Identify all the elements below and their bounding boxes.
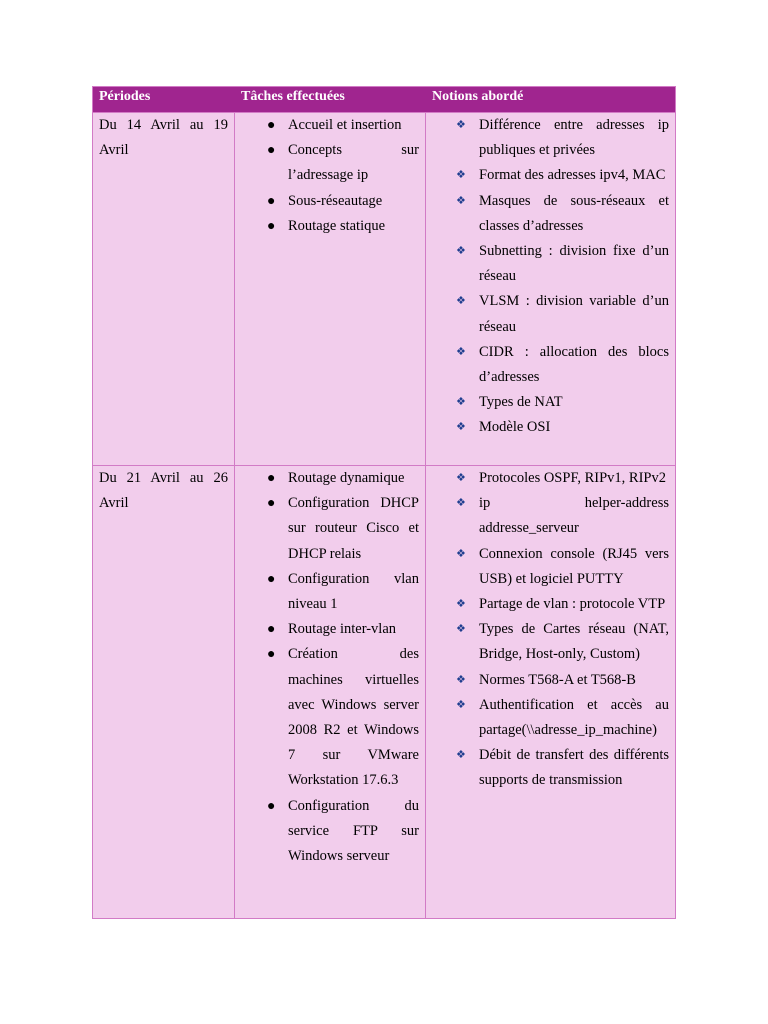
list-item: ● Accueil et insertion — [241, 113, 419, 138]
bullet-icon: ● — [267, 143, 276, 159]
diamond-bullet-icon: ❖ — [456, 119, 466, 131]
diamond-bullet-icon: ❖ — [456, 345, 466, 358]
diamond-bullet-icon: ❖ — [456, 295, 466, 308]
diamond-bullet-icon: ❖ — [456, 245, 466, 258]
bullet-icon: ● — [267, 118, 276, 133]
period-cell: Du 14 Avril au 19 Avril — [93, 113, 235, 465]
table-header — [93, 87, 675, 112]
list-item: ● Routage dynamique — [241, 466, 419, 491]
tasks-list — [241, 466, 419, 869]
bullet-icon: ● — [267, 471, 276, 486]
list-item: ❖ ip helper-address addresse_serveur — [432, 491, 669, 541]
diamond-bullet-icon: ❖ — [456, 396, 466, 409]
list-item: ❖ Protocoles OSPF, RIPv1, RIPv2 — [432, 466, 669, 491]
list-item: ❖ VLSM : division variable d’un réseau — [432, 289, 669, 339]
header-tasks: Tâches effectuées — [241, 89, 345, 104]
bullet-icon: ● — [267, 193, 276, 209]
table-row — [93, 465, 675, 918]
bullet-icon: ● — [267, 496, 276, 512]
period-cell: Du 21 Avril au 26 Avril — [93, 466, 235, 918]
diamond-bullet-icon: ❖ — [456, 169, 466, 182]
header-notions: Notions abordé — [432, 89, 524, 104]
diamond-bullet-icon: ❖ — [456, 194, 466, 207]
diamond-bullet-icon: ❖ — [456, 421, 466, 434]
list-item: ● Configuration du service FTP sur Windows serveur — [241, 794, 419, 870]
notions-list — [432, 466, 669, 794]
list-item: ● Routage inter-vlan — [241, 617, 419, 642]
tasks-cell — [235, 113, 426, 465]
list-item: ❖ Différence entre adresses ip publiques et privées — [432, 113, 669, 163]
list-item: ❖ Débit de transfert des différents supports de transmission — [432, 743, 669, 793]
bullet-icon: ● — [267, 798, 276, 814]
tasks-list — [241, 113, 419, 239]
diamond-bullet-icon: ❖ — [456, 472, 466, 484]
diamond-bullet-icon: ❖ — [456, 598, 466, 611]
list-item: ❖ Types de NAT — [432, 390, 669, 415]
list-item: ❖ Subnetting : division fixe d’un réseau — [432, 239, 669, 289]
notions-cell — [426, 466, 675, 918]
list-item: ❖ Types de Cartes réseau (NAT, Bridge, Host-only, Custom) — [432, 617, 669, 667]
activity-table — [92, 86, 676, 919]
tasks-cell — [235, 466, 426, 918]
list-item: ● Création des machines virtuelles avec Windows server 2008 R2 et Windows 7 sur VMware Workstation 17.6.3 — [241, 642, 419, 793]
bullet-icon: ● — [267, 571, 276, 587]
list-item: ● Sous-réseautage — [241, 189, 419, 214]
list-item: ❖ CIDR : allocation des blocs d’adresses — [432, 340, 669, 390]
notions-list — [432, 113, 669, 441]
bullet-icon: ● — [267, 218, 276, 234]
list-item: ❖ Normes T568-A et T568-B — [432, 668, 669, 693]
diamond-bullet-icon: ❖ — [456, 497, 466, 510]
list-item: ● Configuration DHCP sur routeur Cisco et DHCP relais — [241, 491, 419, 567]
list-item: ● Configuration vlan niveau 1 — [241, 567, 419, 617]
list-item: ❖ Connexion console (RJ45 vers USB) et logiciel PUTTY — [432, 542, 669, 592]
notions-cell — [426, 113, 675, 465]
bullet-icon: ● — [267, 622, 276, 638]
diamond-bullet-icon: ❖ — [456, 623, 466, 636]
diamond-bullet-icon: ❖ — [456, 749, 466, 762]
list-item: ❖ Masques de sous-réseaux et classes d’adresses — [432, 189, 669, 239]
diamond-bullet-icon: ❖ — [456, 547, 466, 560]
list-item: ❖ Format des adresses ipv4, MAC — [432, 163, 669, 188]
list-item: ❖ Authentification et accès au partage(\\adresse_ip_machine) — [432, 693, 669, 743]
table-row — [93, 112, 675, 465]
diamond-bullet-icon: ❖ — [456, 698, 466, 711]
list-item: ❖ Modèle OSI — [432, 415, 669, 440]
diamond-bullet-icon: ❖ — [456, 673, 466, 686]
list-item: ❖ Partage de vlan : protocole VTP — [432, 592, 669, 617]
list-item: ● Concepts sur l’adressage ip — [241, 138, 419, 188]
bullet-icon: ● — [267, 647, 276, 663]
header-periods: Périodes — [99, 89, 151, 104]
list-item: ● Routage statique — [241, 214, 419, 239]
